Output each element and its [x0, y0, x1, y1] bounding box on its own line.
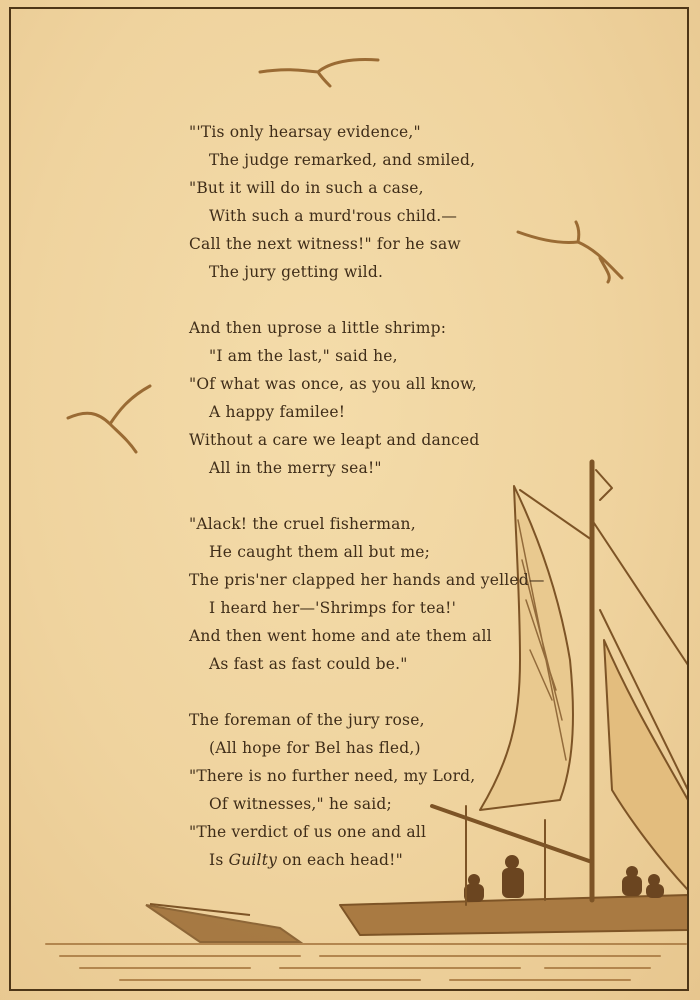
line-part: Is	[209, 851, 229, 869]
poem-line: The jury getting wild.	[209, 263, 384, 281]
poem-line: "'Tis only hearsay evidence,"	[189, 123, 421, 141]
poem-line: The judge remarked, and smiled,	[209, 151, 476, 169]
stanza-2	[189, 314, 549, 482]
poem-line: All in the merry sea!"	[209, 459, 382, 477]
poem-line: "I am the last," said he,	[209, 347, 398, 365]
stanza-3	[189, 510, 549, 678]
poem-line: "There is no further need, my Lord,	[189, 767, 476, 785]
poem-line: A happy familee!	[209, 403, 346, 421]
stanza-1	[189, 118, 549, 286]
guilty-word: Guilty	[228, 851, 278, 869]
poem-line: I heard her—'Shrimps for tea!'	[209, 599, 457, 617]
stanza-4	[189, 706, 549, 874]
poem-line: And then went home and ate them all	[189, 627, 492, 645]
poem-line: With such a murd'rous child.—	[209, 207, 458, 225]
poem-line: "But it will do in such a case,	[189, 179, 424, 197]
poem-line: He caught them all but me;	[209, 543, 431, 561]
poem-line: As fast as fast could be."	[209, 655, 408, 673]
poem-line: "The verdict of us one and all	[189, 823, 427, 841]
poem-line-final	[189, 846, 549, 874]
line-part: on each head!"	[277, 851, 403, 869]
poem-line: (All hope for Bel has fled,)	[209, 739, 421, 757]
poem-line: The pris'ner clapped her hands and yelled—	[189, 571, 545, 589]
poem-line: The foreman of the jury rose,	[189, 711, 425, 729]
poem-line: Call the next witness!" for he saw	[189, 235, 461, 253]
poem-line: Of witnesses," he said;	[209, 795, 392, 813]
poem	[189, 118, 549, 902]
poem-line: And then uprose a little shrimp:	[189, 319, 447, 337]
poem-line: "Of what was once, as you all know,	[189, 375, 477, 393]
poem-line: Without a care we leapt and danced	[189, 431, 480, 449]
poem-line: "Alack! the cruel fisherman,	[189, 515, 416, 533]
